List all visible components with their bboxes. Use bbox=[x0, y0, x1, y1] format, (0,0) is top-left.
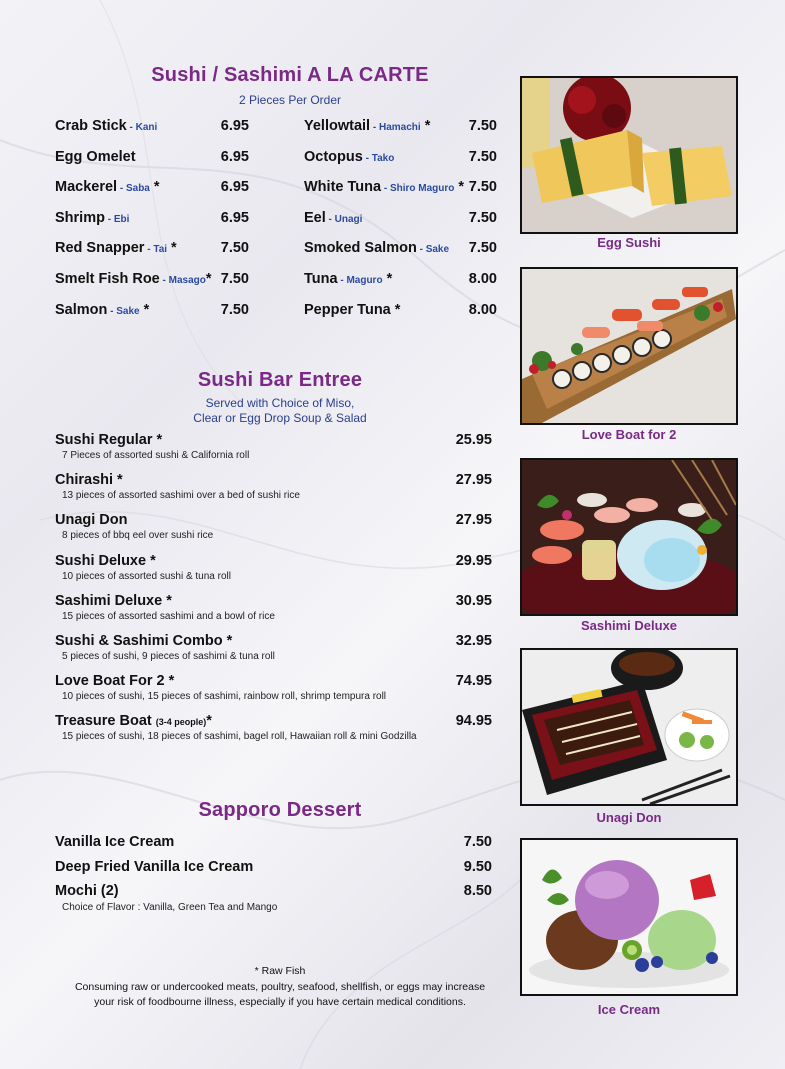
item-name: Sushi Regular * bbox=[55, 432, 163, 448]
item-price: 7.50 bbox=[468, 118, 497, 134]
item-price: 6.95 bbox=[220, 118, 249, 134]
menu-item-name bbox=[55, 302, 149, 318]
entree-item-description: 13 pieces of assorted sashimi over a bed of sushi rice bbox=[62, 490, 300, 502]
dessert-item-price: 9.50 bbox=[463, 858, 492, 875]
dessert-item-name: Deep Fried Vanilla Ice Cream bbox=[55, 858, 254, 875]
menu-item-name bbox=[55, 240, 177, 256]
item-name: Mackerel bbox=[55, 179, 118, 196]
menu-item-name bbox=[55, 118, 157, 134]
menu-item-name bbox=[304, 240, 449, 256]
dessert-item-description: Choice of Flavor : Vanilla, Green Tea and Mango bbox=[62, 902, 278, 913]
item-name: Sashimi Deluxe * bbox=[55, 592, 172, 609]
item-name: Tuna bbox=[304, 271, 338, 287]
item-price: 7.50 bbox=[468, 179, 497, 196]
item-name: Smelt Fish Roe bbox=[55, 271, 160, 287]
raw-fish-mark: * bbox=[454, 179, 465, 196]
menu-item-name bbox=[304, 271, 392, 287]
item-price: 7.50 bbox=[468, 240, 497, 257]
menu-item-name bbox=[304, 210, 362, 226]
entree-item-description: 8 pieces of bbq eel over sushi rice bbox=[62, 530, 214, 542]
item-japanese-name: - Masago bbox=[159, 275, 206, 286]
entree-item-name bbox=[55, 472, 123, 488]
menu-item-name bbox=[304, 302, 400, 318]
item-name: Octopus bbox=[304, 148, 363, 165]
item-price: 7.50 bbox=[220, 240, 249, 257]
item-name: Chirashi * bbox=[55, 472, 123, 489]
item-name: Shrimp bbox=[55, 209, 105, 226]
entree-item-price: 74.95 bbox=[455, 673, 492, 690]
item-japanese-name: - Shiro Maguro bbox=[381, 183, 455, 195]
item-japanese-name: - Tai bbox=[144, 244, 168, 256]
item-name: Salmon bbox=[55, 301, 108, 318]
item-price: 6.95 bbox=[220, 148, 249, 165]
love-boat-photo bbox=[520, 267, 738, 425]
item-price: 6.95 bbox=[220, 179, 249, 196]
item-price: 8.00 bbox=[468, 301, 497, 318]
raw-fish-mark: * bbox=[205, 271, 212, 287]
item-name: Crab Stick bbox=[55, 118, 127, 134]
item-price: 7.50 bbox=[468, 209, 497, 226]
raw-fish-mark: * bbox=[167, 240, 177, 257]
entree-item-name bbox=[55, 432, 162, 448]
item-name: Eel bbox=[304, 209, 326, 226]
ice-cream-photo bbox=[520, 838, 738, 996]
item-name: White Tuna bbox=[304, 179, 382, 196]
item-price: 7.50 bbox=[468, 148, 497, 165]
menu-item-name bbox=[55, 179, 160, 195]
ala-carte-title: Sushi / Sashimi A LA CARTE bbox=[151, 64, 429, 86]
entree-item-price: 32.95 bbox=[455, 633, 492, 649]
item-name: Yellowtail bbox=[304, 118, 371, 134]
entree-item-description: 5 pieces of sushi, 9 pieces of sashimi & tuna roll bbox=[62, 651, 275, 662]
raw-fish-mark: * bbox=[139, 301, 150, 318]
entree-subtitle-1: Served with Choice of Miso, bbox=[205, 396, 355, 410]
item-name: Treasure Boat bbox=[55, 713, 156, 730]
entree-item-price: 29.95 bbox=[455, 552, 492, 569]
item-name: Egg Omelet bbox=[55, 148, 136, 165]
item-japanese-name: - Kani bbox=[126, 122, 158, 133]
raw-fish-note: * Raw Fish bbox=[254, 965, 306, 977]
item-name: Love Boat For 2 * bbox=[55, 673, 175, 690]
item-japanese-name: - Saba bbox=[117, 183, 150, 195]
item-japanese-name: - Sake bbox=[416, 244, 450, 256]
entree-item-description: 15 pieces of sushi, 18 pieces of sashimi, bagel roll, Hawaiian roll & mini Godzilla bbox=[62, 731, 417, 743]
entree-item-price: 30.95 bbox=[455, 592, 492, 609]
entree-item-name bbox=[55, 553, 156, 569]
item-price: 7.50 bbox=[220, 301, 249, 318]
health-warning-line-1: Consuming raw or undercooked meats, poultry, seafood, shellfish, or eggs may increase bbox=[74, 981, 486, 993]
entree-item-description: 7 Pieces of assorted sushi & California roll bbox=[62, 450, 250, 461]
egg-sushi-caption: Egg Sushi bbox=[597, 235, 661, 250]
item-name: Smoked Salmon bbox=[304, 240, 417, 257]
entree-subtitle-2: Clear or Egg Drop Soup & Salad bbox=[193, 411, 367, 425]
dessert-item-name: Mochi (2) bbox=[55, 883, 119, 899]
item-japanese-name: - Ebi bbox=[104, 213, 130, 225]
item-japanese-name: - Tako bbox=[362, 152, 395, 164]
menu-item-name bbox=[55, 149, 136, 165]
raw-fish-mark: * bbox=[382, 271, 393, 287]
item-price: 7.50 bbox=[220, 271, 249, 287]
item-serving-size: (3-4 people) bbox=[155, 717, 207, 728]
entree-item-price: 27.95 bbox=[455, 512, 492, 529]
entree-item-name bbox=[55, 512, 128, 528]
sashimi-deluxe-photo bbox=[520, 458, 738, 616]
unagi-don-caption: Unagi Don bbox=[596, 810, 662, 825]
entree-item-description: 10 pieces of sushi, 15 pieces of sashimi, rainbow roll, shrimp tempura roll bbox=[62, 691, 387, 703]
entree-item-price: 25.95 bbox=[455, 432, 492, 448]
item-japanese-name: - Sake bbox=[107, 305, 140, 317]
raw-fish-mark: * bbox=[149, 179, 160, 196]
raw-fish-mark: * bbox=[390, 301, 401, 318]
raw-fish-mark: * bbox=[420, 118, 431, 134]
entree-item-name bbox=[55, 713, 212, 729]
sashimi-deluxe-caption: Sashimi Deluxe bbox=[580, 618, 678, 633]
ala-carte-subtitle: 2 Pieces Per Order bbox=[238, 93, 342, 107]
raw-fish-mark: * bbox=[206, 713, 212, 730]
entree-item-name bbox=[55, 633, 232, 649]
egg-sushi-photo bbox=[520, 76, 738, 234]
menu-item-name bbox=[55, 210, 129, 226]
entree-item-description: 15 pieces of assorted sashimi and a bowl of rice bbox=[62, 610, 275, 622]
item-name: Pepper Tuna bbox=[304, 301, 391, 318]
entree-item-name bbox=[55, 593, 172, 609]
unagi-don-photo bbox=[520, 648, 738, 806]
menu-item-name bbox=[304, 149, 394, 165]
item-japanese-name: - Unagi bbox=[325, 213, 363, 225]
dessert-title: Sapporo Dessert bbox=[198, 799, 362, 821]
entree-title: Sushi Bar Entree bbox=[197, 369, 363, 391]
item-price: 6.95 bbox=[220, 209, 249, 226]
entree-item-name bbox=[55, 673, 174, 689]
dessert-item-name: Vanilla Ice Cream bbox=[55, 834, 175, 850]
menu-item-name bbox=[304, 118, 430, 134]
health-warning-line-2: your risk of foodbourne illness, especially if you have certain medical conditions. bbox=[94, 996, 466, 1008]
entree-item-price: 94.95 bbox=[455, 713, 492, 730]
dessert-item-price: 7.50 bbox=[463, 834, 492, 850]
item-name: Sushi & Sashimi Combo * bbox=[55, 633, 233, 649]
item-name: Red Snapper bbox=[55, 240, 145, 257]
entree-item-price: 27.95 bbox=[455, 472, 492, 489]
dessert-item-price: 8.50 bbox=[463, 883, 492, 899]
ice-cream-caption: Ice Cream bbox=[597, 1002, 661, 1017]
item-japanese-name: - Hamachi bbox=[370, 122, 421, 133]
entree-item-description: 10 pieces of assorted sushi & tuna roll bbox=[62, 570, 231, 582]
item-price: 8.00 bbox=[468, 271, 497, 287]
item-name: Unagi Don bbox=[55, 512, 128, 529]
item-name: Sushi Deluxe * bbox=[55, 552, 156, 569]
item-japanese-name: - Maguro bbox=[337, 275, 383, 286]
love-boat-caption: Love Boat for 2 bbox=[581, 427, 677, 442]
